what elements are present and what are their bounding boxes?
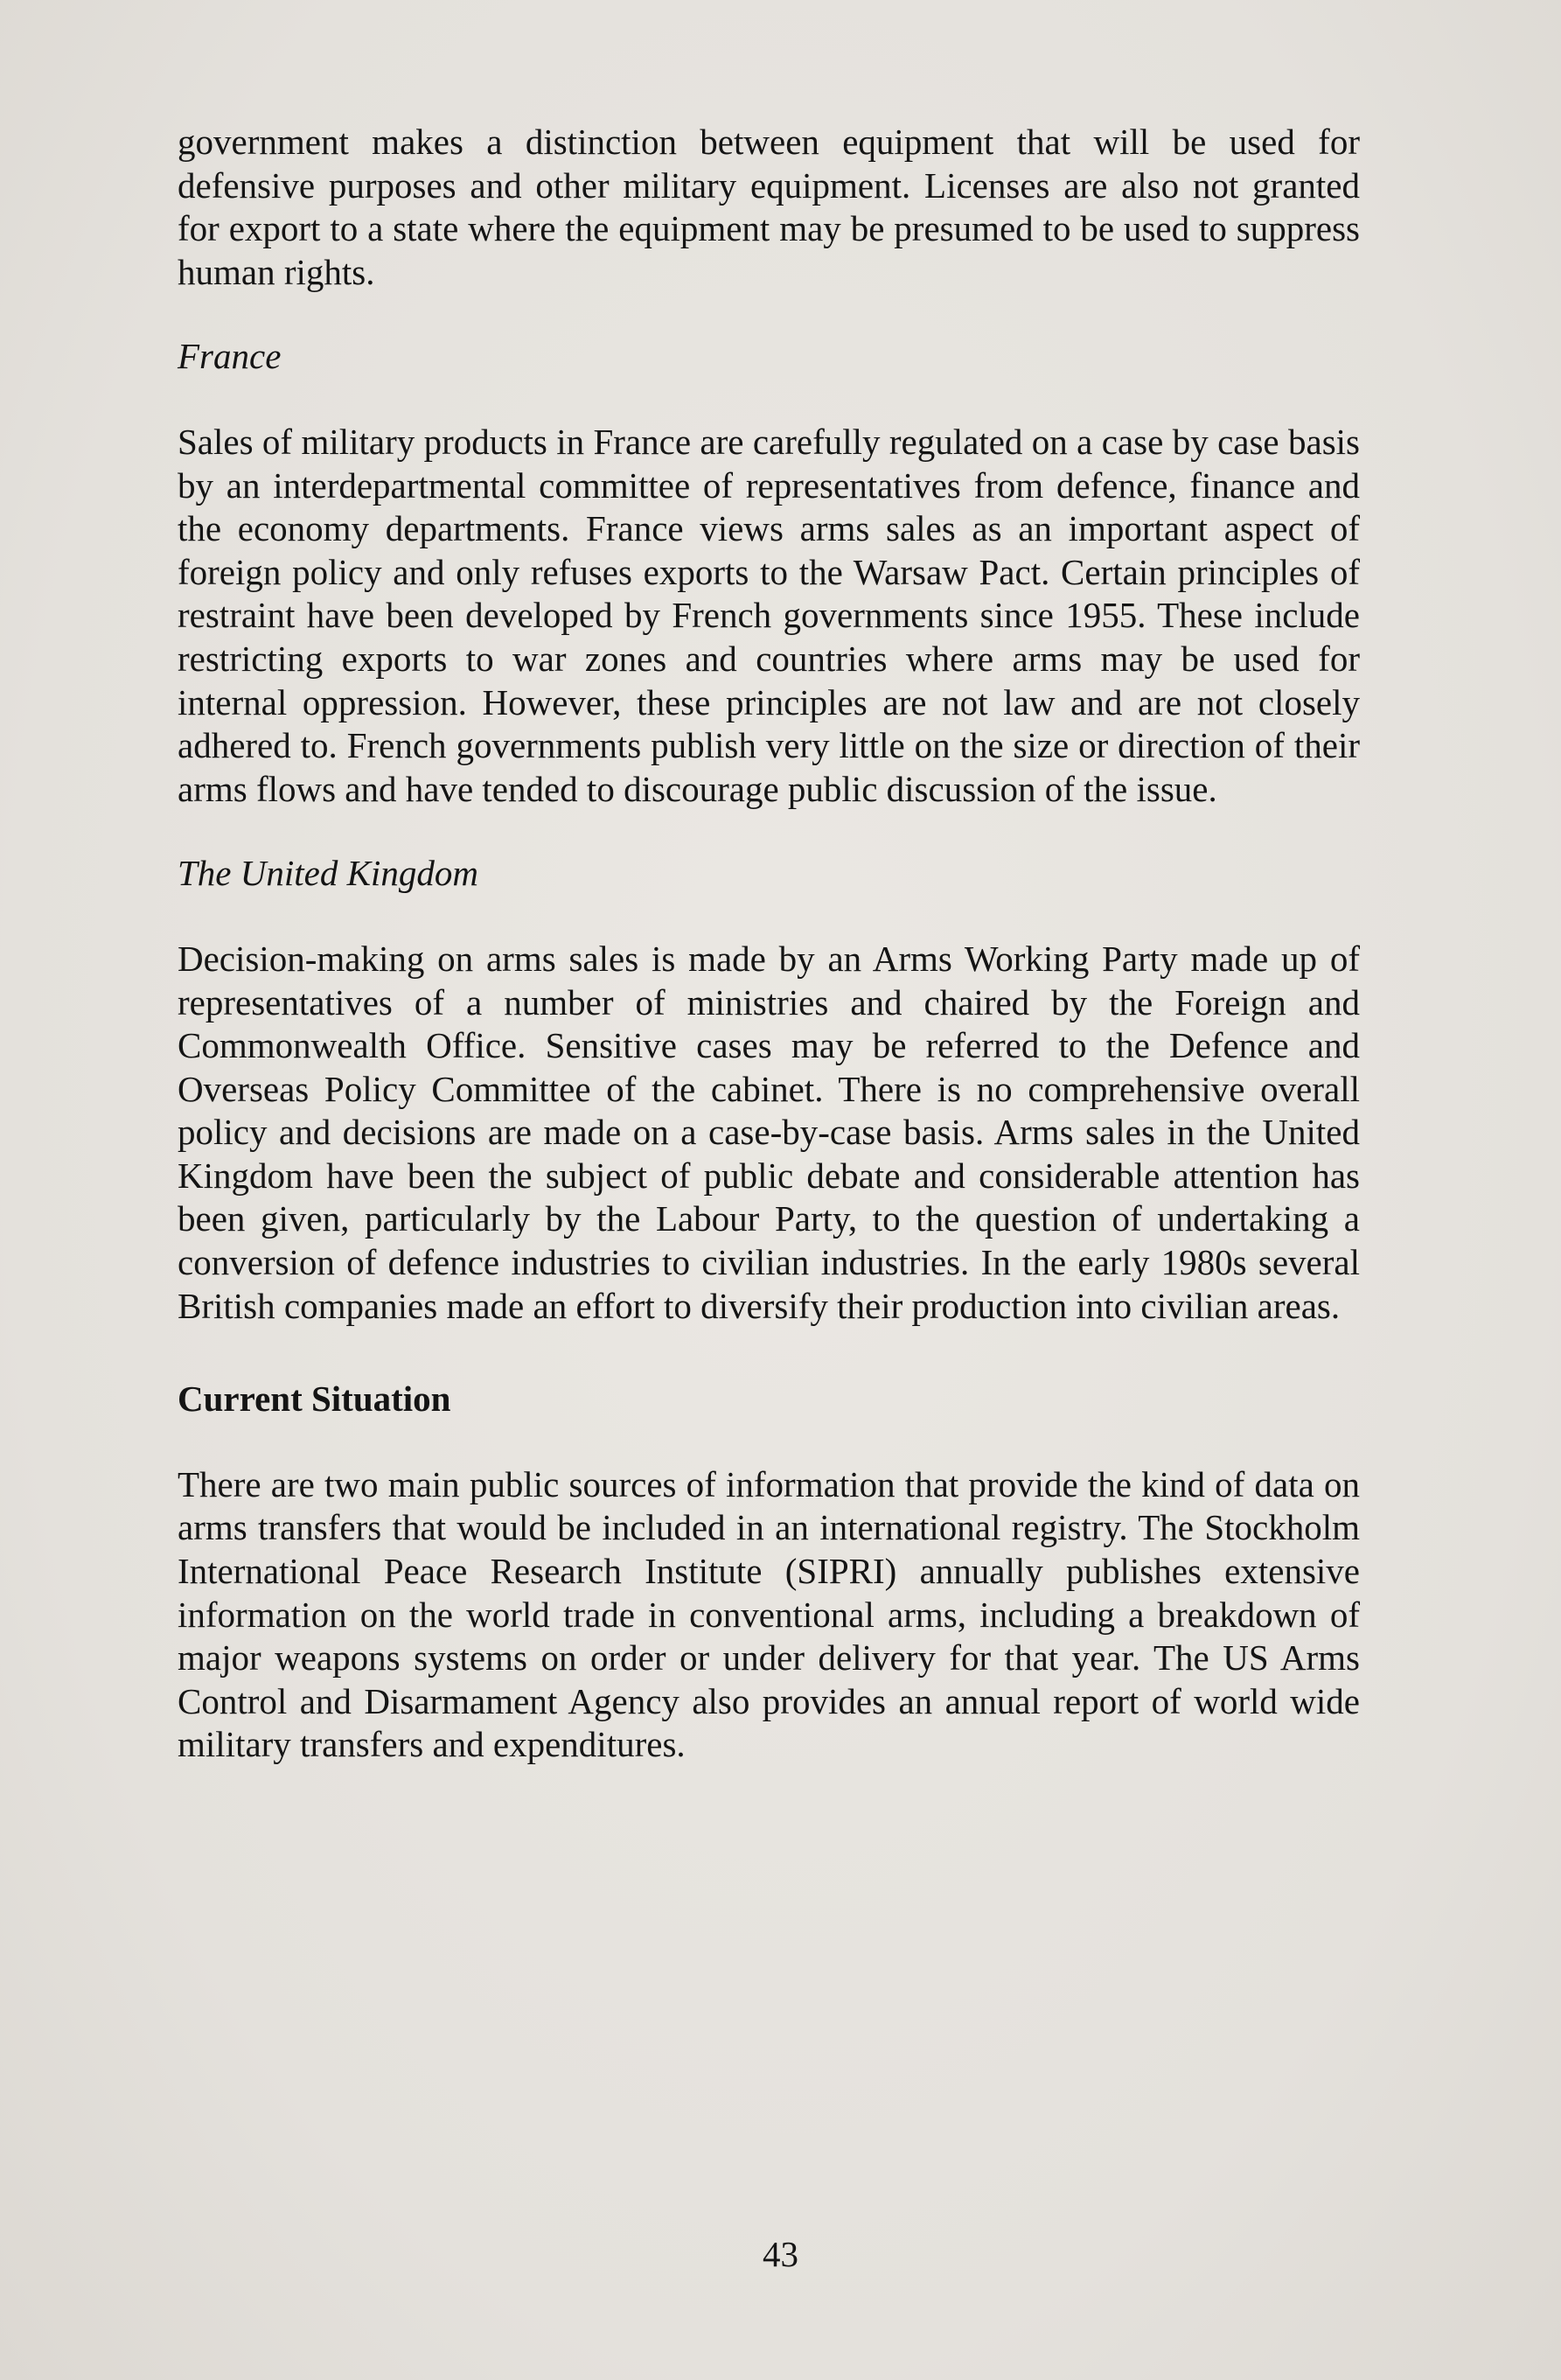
intro-paragraph: government makes a distinction between equipment that will be used for defensive purposes and other military equipment. Licenses are also not granted for export to a state where the equipment may be presumed to be used to suppress human rights. — [178, 122, 1360, 292]
current-situation-paragraph: There are two main public sources of information that provide the kind of data on arms transfers that would be included in an international registry. The Stockholm International Peace Research Institute (SIPRI) annually publishes extensive information on the world trade in conventional arms, including a breakdown of major weapons systems on order or under delivery for that year. The US Arms Control and Disarmament Agency also provides an annual report of world wide military transfers and expenditures. — [178, 1463, 1360, 1765]
spacer — [178, 896, 1360, 938]
spacer — [178, 1421, 1360, 1463]
spacer — [178, 1328, 1360, 1378]
uk-paragraph: Decision-making on arms sales is made by an Arms Working Party made up of representatives of a number of ministries and chaired by the Foreign and Commonwealth Office. Sensitive cases may be referred to the Defence and Overseas Policy Committee of the cabinet. There is no comprehensive overall policy and decisions are made on a case-by-case basis. Arms sales in the United Kingdom have been the subject of public debate and considerable attention has been given, particularly by the Labour Party, to the question of undertaking a conversion of defence industries to civilian industries. In the early 1980s several British companies made an effort to diversify their production into civilian areas. — [178, 938, 1360, 1326]
france-paragraph: Sales of military products in France are carefully regulated on a case by case basis by an interdepartmental committee of representatives from defence, finance and the economy departments. France views arms sales as an important aspect of foreign policy and only refuses exports to the Warsaw Pact. Certain principles of restraint have been developed by French governments since 1955. These include restricting exports to war zones and countries where arms may be used for internal oppression. However, these principles are not law and are not closely adhered to. French governments publish very little on the size or direction of their arms flows and have tended to discourage public discussion of the issue. — [178, 421, 1360, 809]
spacer — [178, 294, 1360, 335]
current-situation-heading: Current Situation — [178, 1378, 451, 1420]
page-number: 43 — [763, 2234, 798, 2274]
page-content — [178, 121, 1360, 1767]
spacer — [178, 379, 1360, 421]
france-heading: France — [178, 336, 282, 377]
spacer — [178, 811, 1360, 852]
uk-heading: The United Kingdom — [178, 853, 478, 894]
